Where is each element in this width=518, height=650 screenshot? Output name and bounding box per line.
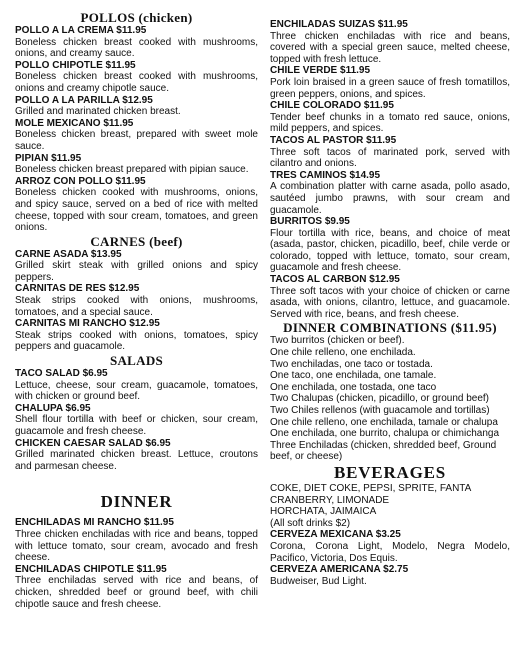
menu-item-description: Grilled and marinated chicken breast. (15, 106, 181, 118)
menu-item-description: Boneless chicken breast prepared with pipian sauce. (15, 164, 249, 176)
menu-item-description: Boneless chicken breast cooked with mushrooms, onions, and creamy sauce. (15, 36, 258, 60)
menu-item-name: BURRITOS $9.95 (270, 216, 350, 228)
menu-item-name: TACOS AL CARBON $12.95 (270, 274, 400, 286)
menu-item-name: CARNITAS MI RANCHO $12.95 (15, 318, 160, 330)
section-heading: POLLOS (chicken) (80, 10, 193, 25)
section-heading: DINNER (100, 492, 173, 512)
section-heading: BEVERAGES (333, 462, 447, 482)
menu-item-name: TACOS AL PASTOR $11.95 (270, 134, 397, 146)
menu-item-description: Three chicken enchiladas with rice and beans, covered with a special green sauce, melted cheese, topped with fresh lettuce. (270, 30, 510, 65)
menu-item-description: Grilled skirt steak with grilled onions and spicy peppers. (15, 260, 258, 283)
menu-item-description: Tender beef chunks in a tomato red sauce, onions, mild peppers, and spices. (270, 111, 510, 135)
menu-line: HORCHATA, JAIMAICA (270, 506, 377, 518)
section-heading: SALADS (109, 353, 164, 369)
section-heading: DINNER COMBINATIONS ($11.95) (283, 320, 497, 336)
menu-item-name: POLLO A LA PARILLA $12.95 (15, 94, 153, 106)
menu-item-name: ENCHILADAS SUIZAS $11.95 (270, 19, 408, 30)
menu-item-name: CHILE COLORADO $11.95 (270, 100, 394, 112)
menu-item-name: ARROZ CON POLLO $11.95 (15, 175, 146, 187)
spacer (15, 472, 258, 492)
menu-line: One chile relleno, one enchilada. (270, 347, 416, 359)
menu-item-name: POLLO A LA CREMA $11.95 (15, 25, 147, 36)
menu-item-name: CERVEZA MEXICANA $3.25 (270, 529, 401, 541)
menu-item-name: PIPIAN $11.95 (15, 152, 82, 164)
menu-item-name: MOLE MEXICANO $11.95 (15, 117, 134, 129)
menu-item-description: Three chicken enchiladas with rice and beans, topped with lettuce tomato, sour cream, avocado and fresh cheese. (15, 528, 258, 564)
menu-item-description: Lettuce, cheese, sour cream, guacamole, tomatoes, with chicken or ground beef. (15, 379, 258, 403)
menu-item-description: Three soft tacos with your choice of chicken or carne asada, with onions, cilantro, lettuce, and guacamole. Served with rice, beans, and fresh cheese. (270, 285, 510, 320)
menu-item-description: Pork loin braised in a green sauce of fresh tomatillos, green peppers, onions, and spices. (270, 76, 510, 100)
menu-item-name: TRES CAMINOS $14.95 (270, 169, 381, 181)
menu-item-description: Three enchiladas served with rice and beans, of chicken, shredded beef or ground beef, with chili chipotle sauce and fresh cheese. (15, 575, 258, 610)
menu-item-description: Grilled marinated chicken breast. Lettuce, croutons and parmesan cheese. (15, 449, 258, 472)
left-menu-column (15, 10, 258, 610)
menu-line: Three Enchiladas (chicken, shredded beef, Ground beef, or cheese) (270, 439, 497, 463)
menu-item-name: ENCHILADAS CHIPOTLE $11.95 (15, 563, 167, 575)
menu-item-name: CARNE ASADA $13.95 (15, 248, 122, 260)
menu-item-description: Steak strips cooked with onions, mushrooms, tomatoes, and a special sauce. (15, 295, 258, 318)
menu-line: One enchilada, one tostada, one taco (270, 381, 437, 393)
menu-line: One taco, one enchilada, one tamale. (270, 370, 437, 382)
menu-line: (All soft drinks $2) (270, 517, 351, 529)
menu-item-name: CHALUPA $6.95 (15, 402, 91, 414)
menu-line: Two Chiles rellenos (with guacamole and tortillas) (270, 405, 490, 416)
right-menu-column (270, 19, 510, 587)
menu-item-name: CHICKEN CAESAR SALAD $6.95 (15, 437, 171, 449)
menu-item-name: TACO SALAD $6.95 (15, 368, 108, 380)
menu-line: COKE, DIET COKE, PEPSI, SPRITE, FANTA (270, 482, 472, 494)
menu-line: CRANBERRY, LIMONADE (270, 494, 390, 506)
menu-item-description: Boneless chicken cooked with mushrooms, onions, and spicy sauce, served on a bed of rice with melted cheese, topped with sour cream, tomatoes, and green onions. (15, 187, 258, 234)
section-heading: CARNES (beef) (90, 233, 183, 249)
menu-item-description: Corona, Corona Light, Modelo, Negra Modelo, Pacifico, Victoria, Dos Equis. (270, 540, 510, 564)
menu-item-description: A combination platter with carne asada, pollo asado, sautéed jumbo prawns, with sour cream and guacamole. (270, 181, 510, 216)
menu-line: Two burritos (chicken or beef). (270, 335, 405, 347)
menu-item-description: Flour tortilla with rice, beans, and choice of meat (asada, pastor, chicken, picadillo, beef, chile verde or colorado, topped with lettuce, tomato, sour cream, guacamole and fresh cheese. (270, 227, 510, 274)
menu-item-description: Shell flour tortilla with beef or chicken, sour cream, guacamole and fresh cheese. (15, 414, 258, 437)
menu-item-description: Steak strips cooked with onions, tomatoes, spicy peppers and guacamole. (15, 329, 258, 353)
menu-item-name: CARNITAS DE RES $12.95 (15, 283, 140, 295)
menu-item-description: Three soft tacos of marinated pork, served with cilantro and onions. (270, 146, 510, 170)
menu-item-description: Budweiser, Bud Light. (270, 575, 367, 587)
menu-item-description: Boneless chicken breast cooked with mushrooms, onions and creamy chipotle sauce. (15, 71, 258, 94)
menu-line: Two enchiladas, one taco or tostada. (270, 358, 433, 370)
menu-item-name: ENCHILADAS MI RANCHO $11.95 (15, 517, 174, 529)
menu-item-description: Boneless chicken breast, prepared with sweet mole sauce. (15, 129, 258, 152)
menu-item-name: CHILE VERDE $11.95 (270, 65, 371, 77)
menu-line: One chile relleno, one enchilada, tamale or chalupa (270, 416, 498, 428)
menu-item-name: POLLO CHIPOTLE $11.95 (15, 59, 136, 71)
menu-line: One enchilada, one burrito, chalupa or chimichanga (270, 428, 500, 440)
menu-line: Two Chalupas (chicken, picadillo, or ground beef) (270, 393, 490, 405)
menu-item-name: CERVEZA AMERICANA $2.75 (270, 564, 409, 576)
